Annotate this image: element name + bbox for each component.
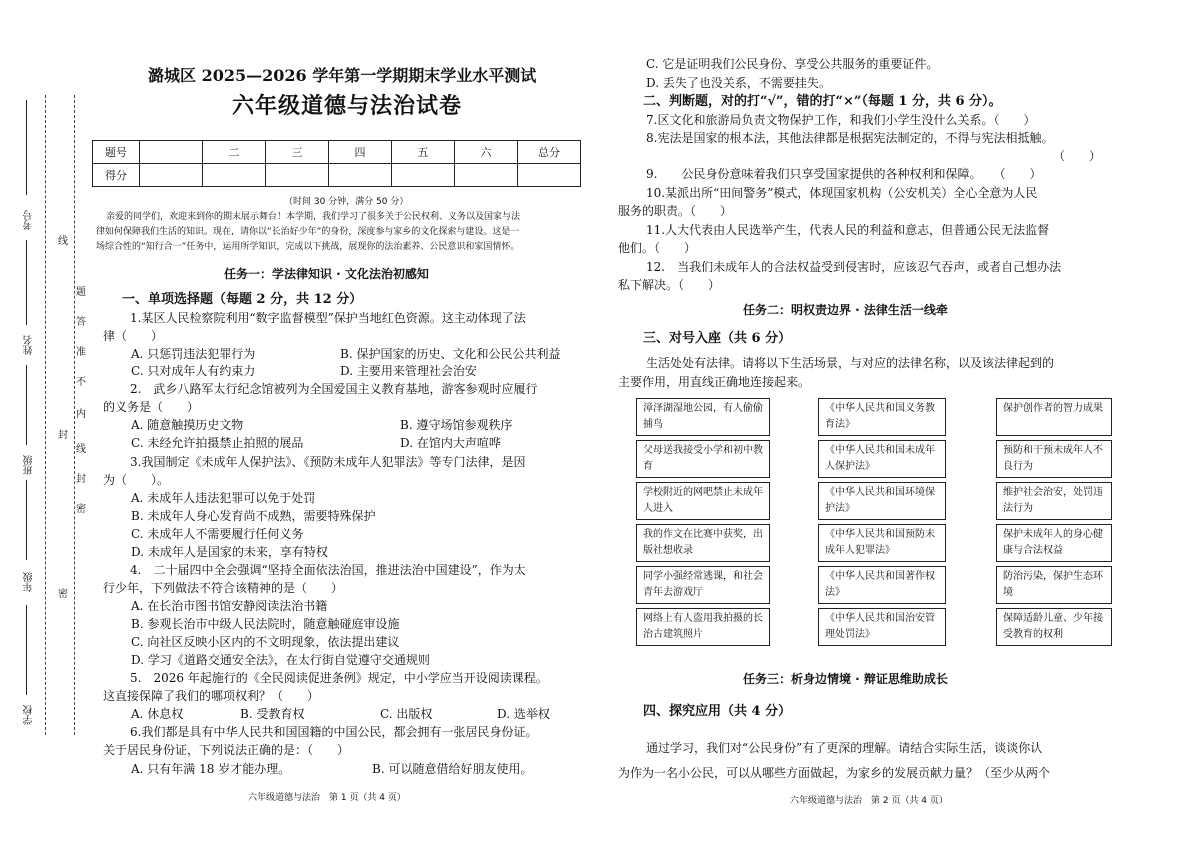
judgement-item[interactable]: 11.人大代表由人民选举产生，代表人民的利益和意志，但普通公民无法监督 bbox=[646, 223, 1050, 237]
law-box[interactable]: 《中华人民共和国义务教育法》 bbox=[818, 398, 946, 436]
score-header-cell: 一 bbox=[140, 141, 203, 164]
fill-line bbox=[26, 365, 27, 445]
task2-heading: 任务二：明权责边界 · 法律生活一线牵 bbox=[743, 303, 948, 317]
score-header-cell: 五 bbox=[392, 141, 455, 164]
seal-char: 线 bbox=[76, 444, 86, 455]
option[interactable]: B. 遵守场馆参观秩序 bbox=[400, 418, 513, 432]
option[interactable]: C. 它是证明我们公民身份、享受公共服务的重要证件。 bbox=[646, 57, 939, 71]
score-cell[interactable] bbox=[266, 164, 329, 187]
score-header-cell: 六 bbox=[455, 141, 518, 164]
score-row-label: 得分 bbox=[93, 164, 140, 187]
question-stem: 2. 武乡八路军太行纪念馆被列为全国爱国主义教育基地，游客参观时应履行 bbox=[130, 382, 538, 396]
purpose-box[interactable]: 保护创作者的智力成果 bbox=[996, 398, 1112, 436]
margin-label-school: 学校 bbox=[24, 705, 35, 725]
option[interactable]: D. 主要用来管理社会治安 bbox=[340, 364, 477, 378]
option[interactable]: D. 丢失了也没关系，不需要挂失。 bbox=[646, 76, 831, 90]
judgement-item[interactable]: 9. 公民身份意味着我们只享受国家提供的各种权利和保障。 （ ） bbox=[646, 167, 1042, 181]
page-footer: 六年级道德与法治 第 1 页（共 4 页） bbox=[248, 793, 406, 803]
scenario-box[interactable]: 父母送我接受小学和初中教育 bbox=[636, 440, 770, 478]
option[interactable]: A. 在长治市图书馆安静阅读法治书籍 bbox=[131, 599, 328, 613]
section1-heading: 一、单项选择题（每题 2 分，共 12 分） bbox=[122, 292, 363, 307]
judgement-item[interactable]: 他们。（ ） bbox=[618, 241, 697, 255]
judgement-item[interactable]: 10.某派出所“田间警务”模式，体现国家机构（公安机关）全心全意为人民 bbox=[646, 186, 1038, 200]
judgement-item[interactable]: 8.宪法是国家的根本法，其他法律都是根据宪法制定的，不得与宪法相抵触。 bbox=[646, 131, 1054, 145]
exam-title: 潞城区 2025—2026 学年第一学期期末学业水平测试 bbox=[148, 66, 537, 85]
seal-char: 封 bbox=[76, 474, 86, 485]
option[interactable]: B. 未成年人身心发育尚不成熟，需要特殊保护 bbox=[131, 509, 376, 523]
section3-heading: 三、对号入座（共 6 分） bbox=[643, 331, 792, 346]
option[interactable]: C. 未经允许拍摄禁止拍照的展品 bbox=[131, 436, 304, 450]
scenario-box[interactable]: 网络上有人盗用我拍摄的长治古建筑照片 bbox=[636, 608, 770, 646]
seal-char: 答 bbox=[76, 317, 86, 328]
margin-label-exam-number: 考号 bbox=[24, 210, 35, 230]
question-stem: 这直接保障了我们的哪项权利？（ ） bbox=[103, 689, 320, 703]
side-char: 封 bbox=[58, 430, 68, 441]
time-note: （时间 30 分钟，满分 50 分） bbox=[284, 197, 409, 207]
option[interactable]: C. 未成年人不需要履行任何义务 bbox=[131, 527, 304, 541]
seal-char: 不 bbox=[76, 377, 86, 388]
option[interactable]: D. 未成年人是国家的未来，享有特权 bbox=[131, 545, 328, 559]
fill-line bbox=[26, 100, 27, 195]
question-stem: 6.我们都是具有中华人民共和国国籍的中国公民，都会拥有一张居民身份证。 bbox=[130, 725, 538, 739]
purpose-box[interactable]: 防治污染，保护生态环境 bbox=[996, 566, 1112, 604]
exam-subtitle: 六年级道德与法治试卷 bbox=[232, 93, 463, 119]
question-stem: 行少年，下列做法不符合该精神的是（ ） bbox=[103, 581, 344, 595]
question-stem: 为（ ）。 bbox=[103, 473, 170, 487]
task1-heading: 任务一：学法律知识 · 文化法治初感知 bbox=[224, 267, 429, 281]
purpose-box[interactable]: 维护社会治安，处罚违法行为 bbox=[996, 482, 1112, 520]
fill-line bbox=[26, 480, 27, 560]
option[interactable]: D. 选举权 bbox=[497, 707, 550, 721]
side-char: 线 bbox=[58, 236, 68, 247]
law-box[interactable]: 《中华人民共和国著作权法》 bbox=[818, 566, 946, 604]
purpose-box[interactable]: 保护未成年人的身心健康与合法权益 bbox=[996, 524, 1112, 562]
score-table bbox=[92, 140, 581, 187]
scenario-box[interactable]: 同学小强经常逃课，和社会青年去游戏厅 bbox=[636, 566, 770, 604]
option[interactable]: A. 休息权 bbox=[131, 707, 184, 721]
task3-heading: 任务三：析身边情境 · 辩证思维助成长 bbox=[743, 672, 948, 686]
option[interactable]: D. 在馆内大声喧哗 bbox=[400, 436, 501, 450]
score-cell[interactable] bbox=[203, 164, 266, 187]
question-stem: 关于居民身份证，下列说法正确的是：（ ） bbox=[103, 743, 350, 757]
intro-line: 场综合性的“知行合一”任务中，运用所学知识，完成以下挑战，展现你的法治素养、公民意识和家国情怀。 bbox=[96, 242, 520, 252]
score-header-cell: 总分 bbox=[518, 141, 581, 164]
law-box[interactable]: 《中华人民共和国预防未成年人犯罪法》 bbox=[818, 524, 946, 562]
score-cell[interactable] bbox=[329, 164, 392, 187]
scenario-box[interactable]: 漳泽湖湿地公园，有人偷偷捕鸟 bbox=[636, 398, 770, 436]
option[interactable]: A. 随意触摸历史文物 bbox=[131, 418, 244, 432]
answer-parentheses[interactable]: （ ） bbox=[1053, 149, 1102, 163]
score-cell[interactable] bbox=[140, 164, 203, 187]
question-stem: 3.我国制定《未成年人保护法》、《预防未成年人犯罪法》等专门法律，是因 bbox=[130, 455, 526, 469]
option[interactable]: C. 只对成年人有约束力 bbox=[131, 364, 256, 378]
section3-instructions: 主要作用，用直线正确地连接起来。 bbox=[618, 375, 811, 389]
question-stem: 律（ ） bbox=[103, 329, 164, 343]
question-stem: 5. 2026 年起施行的《全民阅读促进条例》规定，中小学应当开设阅读课程。 bbox=[130, 671, 548, 685]
seal-char: 内 bbox=[76, 409, 86, 420]
option[interactable]: C. 向社区反映小区内的不文明现象，依法提出建议 bbox=[131, 635, 400, 649]
option[interactable]: A. 未成年人违法犯罪可以免于处罚 bbox=[131, 491, 316, 505]
scenario-box[interactable]: 学校附近的网吧禁止未成年人进入 bbox=[636, 482, 770, 520]
intro-line: 律如何保障我们生活的知识。现在，请你以“长治好少年”的身份，深度参与家乡的文化探索与建设。这是一 bbox=[96, 227, 520, 237]
judgement-item[interactable]: 服务的职责。（ ） bbox=[618, 204, 733, 218]
judgement-item[interactable]: 12. 当我们未成年人的合法权益受到侵害时，应该忍气吞声，或者自己想办法 bbox=[646, 260, 1062, 274]
section4-question: 通过学习，我们对“公民身份”有了更深的理解。请结合实际生活，谈谈你认 bbox=[646, 741, 1043, 755]
score-header-cell: 二 bbox=[203, 141, 266, 164]
option[interactable]: B. 可以随意借给好朋友使用。 bbox=[372, 762, 533, 776]
question-stem: 4. 二十届四中全会强调“坚持全面依法治国，推进法治中国建设”，作为太 bbox=[130, 563, 526, 577]
page-footer: 六年级道德与法治 第 2 页（共 4 页） bbox=[790, 796, 948, 806]
section4-heading: 四、探究应用（共 4 分） bbox=[643, 704, 792, 719]
score-header-row bbox=[93, 141, 581, 164]
seal-char: 密 bbox=[76, 504, 86, 515]
question-stem: 的义务是（ ） bbox=[103, 400, 200, 414]
purpose-box[interactable]: 保障适龄儿童、少年接受教育的权利 bbox=[996, 608, 1112, 646]
margin-label-name: 姓名 bbox=[24, 335, 35, 355]
binding-dashed-line bbox=[74, 95, 75, 735]
margin-label-class: 班级 bbox=[24, 455, 35, 475]
margin-label-grade: 年级 bbox=[24, 572, 35, 592]
option[interactable]: D. 学习《道路交通安全法》，在太行街自觉遵守交通规则 bbox=[131, 653, 430, 667]
score-cell[interactable] bbox=[518, 164, 581, 187]
side-char: 密 bbox=[58, 589, 68, 600]
question-stem: 1.某区人民检察院利用“数字监督模型”保护当地红色资源。这主动体现了法 bbox=[130, 311, 526, 325]
score-header-cell: 题号 bbox=[93, 141, 140, 164]
section4-question: 为作为一名小公民，可以从哪些方面做起，为家乡的发展贡献力量？（至少从两个 bbox=[618, 766, 1051, 780]
score-value-row bbox=[93, 164, 581, 187]
option[interactable]: A. 只有年满 18 岁才能办理。 bbox=[131, 762, 291, 776]
scenario-box[interactable]: 我的作文在比赛中获奖，出版社想收录 bbox=[636, 524, 770, 562]
score-cell[interactable] bbox=[455, 164, 518, 187]
judgement-item[interactable]: 7.区文化和旅游局负责文物保护工作，和我们小学生没什么关系。（ ） bbox=[646, 113, 1036, 127]
fill-line bbox=[26, 240, 27, 325]
score-header-cell: 四 bbox=[329, 141, 392, 164]
law-box[interactable]: 《中华人民共和国环境保护法》 bbox=[818, 482, 946, 520]
purpose-box[interactable]: 预防和干预未成年人不良行为 bbox=[996, 440, 1112, 478]
law-box[interactable]: 《中华人民共和国治安管理处罚法》 bbox=[818, 608, 946, 646]
option[interactable]: C. 出版权 bbox=[380, 707, 433, 721]
judgement-item[interactable]: 私下解决。（ ） bbox=[618, 278, 721, 292]
binding-dashed-line bbox=[45, 95, 46, 735]
option[interactable]: A. 只惩罚违法犯罪行为 bbox=[131, 347, 256, 361]
seal-char: 题 bbox=[76, 287, 86, 298]
score-cell[interactable] bbox=[392, 164, 455, 187]
intro-line: 亲爱的同学们，欢迎来到你的期末展示舞台！本学期，我们学习了很多关于公民权利、义务以及国家与法 bbox=[106, 212, 521, 222]
option[interactable]: B. 参观长治市中级人民法院时，随意触碰庭审设施 bbox=[131, 617, 400, 631]
score-header-cell: 三 bbox=[266, 141, 329, 164]
option[interactable]: B. 保护国家的历史、文化和公民公共利益 bbox=[340, 347, 561, 361]
fill-line bbox=[26, 605, 27, 695]
law-box[interactable]: 《中华人民共和国未成年人保护法》 bbox=[818, 440, 946, 478]
seal-char: 准 bbox=[76, 347, 86, 358]
section2-heading: 二、判断题，对的打“√”，错的打“×”（每题 1 分，共 6 分）。 bbox=[643, 94, 1002, 109]
option[interactable]: B. 受教育权 bbox=[240, 707, 305, 721]
section3-instructions: 生活处处有法律。请将以下生活场景，与对应的法律名称，以及该法律起到的 bbox=[646, 356, 1055, 370]
